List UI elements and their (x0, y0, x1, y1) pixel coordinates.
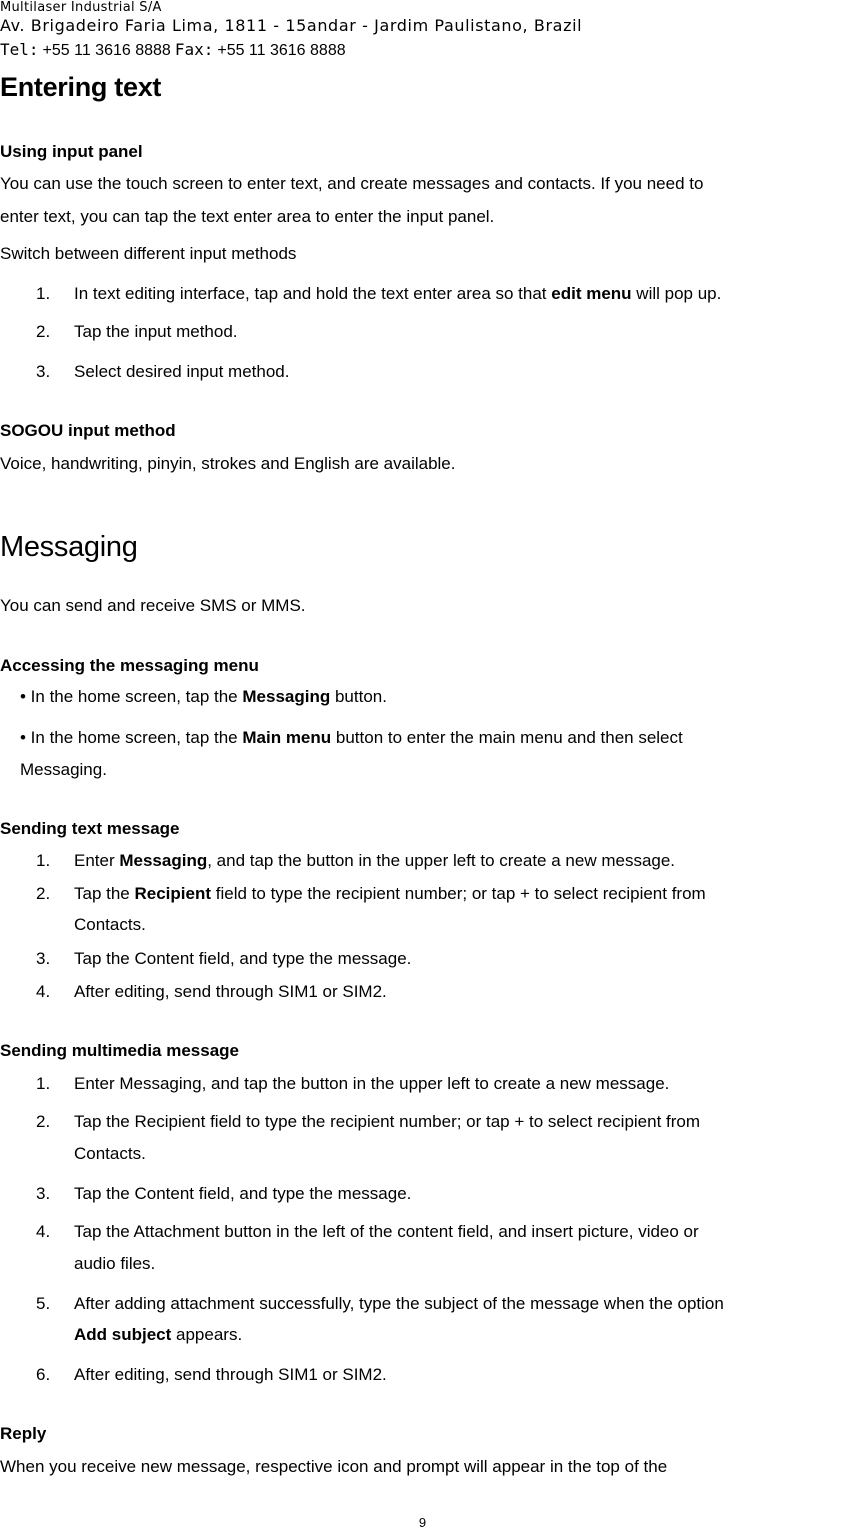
sogou-description: Voice, handwriting, pinyin, strokes and English are available. (0, 454, 456, 473)
reply-description: When you receive new message, respective icon and prompt will appear in the top of the (0, 1457, 668, 1476)
list-number: 1. (36, 1074, 51, 1093)
list-item-continuation: Contacts. (74, 1144, 146, 1163)
list-number: 1. (36, 284, 51, 303)
section-title-entering-text: Entering text (0, 72, 162, 102)
list-text: Enter Messaging, and tap the button in the upper left to create a new message. (74, 851, 676, 870)
paragraph-input-panel-2: enter text, you can tap the text enter area to enter the input panel. (0, 207, 495, 226)
fax-number: +55 11 3616 8888 (217, 42, 346, 59)
list-number: 4. (36, 1222, 51, 1241)
fax-label: Fax: (174, 40, 214, 59)
list-text: Tap the Content field, and type the message. (74, 949, 412, 968)
list-item-continuation: Add subject appears. (74, 1325, 243, 1344)
list-text: Tap the input method. (74, 322, 238, 341)
heading-using-input-panel: Using input panel (0, 142, 143, 161)
list-text: After editing, send through SIM1 or SIM2. (74, 982, 387, 1001)
section-title-messaging: Messaging (0, 531, 138, 563)
list-text: In text editing interface, tap and hold the text enter area so that edit menu will pop up. (74, 284, 722, 303)
bullet-item-continuation: Messaging. (20, 760, 107, 779)
bullet-item: • In the home screen, tap the Main menu button to enter the main menu and then select (20, 728, 683, 747)
list-number: 2. (36, 884, 51, 903)
tel-number: +55 11 3616 8888 (42, 42, 171, 59)
list-number: 6. (36, 1365, 51, 1384)
paragraph-input-panel-1: You can use the touch screen to enter text, and create messages and contacts. If you need to (0, 174, 704, 193)
list-number: 2. (36, 322, 51, 341)
list-number: 3. (36, 1184, 51, 1203)
list-text: Tap the Content field, and type the message. (74, 1184, 412, 1203)
messaging-intro: You can send and receive SMS or MMS. (0, 596, 306, 615)
heading-sending-text: Sending text message (0, 819, 180, 838)
heading-reply: Reply (0, 1424, 47, 1443)
company-address: Av. Brigadeiro Faria Lima, 1811 - 15andar - Jardim Paulistano, Brazil (0, 16, 583, 35)
bullet-item: • In the home screen, tap the Messaging button. (20, 687, 387, 706)
contact-line (0, 40, 346, 61)
list-text: Tap the Attachment button in the left of the content field, and insert picture, video or (74, 1222, 699, 1241)
list-number: 1. (36, 851, 51, 870)
list-number: 4. (36, 982, 51, 1001)
list-number: 3. (36, 949, 51, 968)
tel-label: Tel: (0, 40, 39, 59)
list-text: After adding attachment successfully, type the subject of the message when the option (74, 1294, 724, 1313)
company-name: Multilaser Industrial S/A (0, 0, 162, 15)
list-text: Enter Messaging, and tap the button in the upper left to create a new message. (74, 1074, 670, 1093)
list-text: Select desired input method. (74, 362, 290, 381)
list-text: Tap the Recipient field to type the recipient number; or tap + to select recipient from (74, 884, 706, 903)
heading-accessing-menu: Accessing the messaging menu (0, 656, 259, 675)
switch-methods-intro: Switch between different input methods (0, 244, 297, 263)
list-item-continuation: audio files. (74, 1254, 156, 1273)
list-number: 5. (36, 1294, 51, 1313)
list-item-continuation: Contacts. (74, 915, 146, 934)
list-number: 2. (36, 1112, 51, 1131)
heading-sogou: SOGOU input method (0, 421, 176, 440)
page-number: 9 (418, 1515, 427, 1530)
heading-sending-multimedia: Sending multimedia message (0, 1041, 240, 1060)
list-text: After editing, send through SIM1 or SIM2. (74, 1365, 387, 1384)
list-text: Tap the Recipient field to type the recipient number; or tap + to select recipient from (74, 1112, 701, 1131)
list-number: 3. (36, 362, 51, 381)
